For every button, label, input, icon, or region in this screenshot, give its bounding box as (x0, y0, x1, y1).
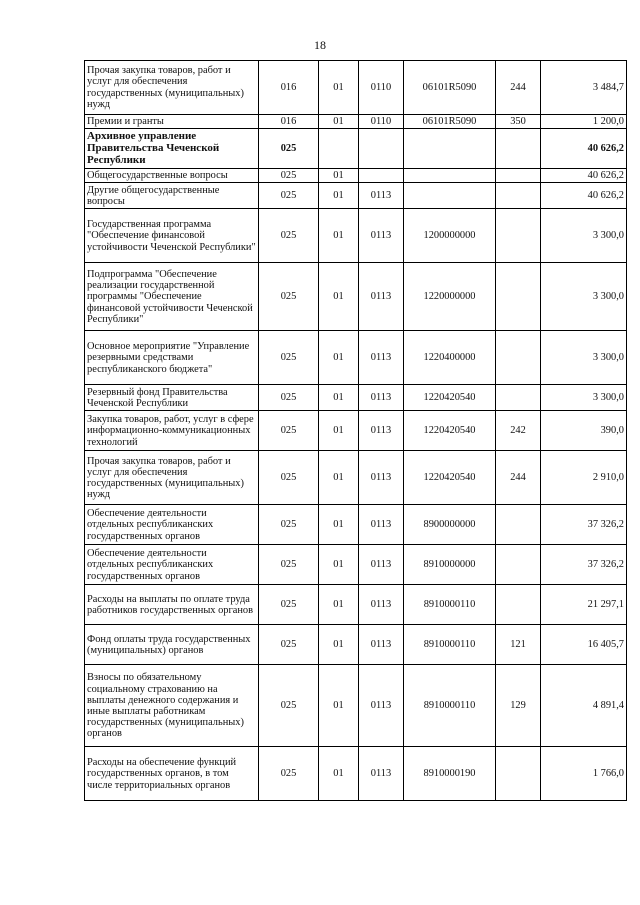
row-expense-type: 129 (496, 665, 541, 747)
row-section-code: 01 (319, 505, 359, 545)
row-amount: 1 766,0 (541, 747, 627, 801)
row-name: Основное мероприятие "Управление резервными средствами республиканского бюджета" (85, 331, 259, 385)
row-subsection-code: 0113 (359, 183, 404, 209)
row-section-code: 01 (319, 169, 359, 183)
row-ministry-code: 025 (259, 747, 319, 801)
row-name: Закупка товаров, работ, услуг в сфере информационно-коммуникационных технологий (85, 411, 259, 451)
row-expense-type: 242 (496, 411, 541, 451)
row-target-article: 1220400000 (404, 331, 496, 385)
row-subsection-code: 0113 (359, 263, 404, 331)
row-expense-type (496, 385, 541, 411)
row-ministry-code: 025 (259, 585, 319, 625)
row-ministry-code: 025 (259, 385, 319, 411)
row-name: Архивное управление Правительства Чеченской Республики (85, 129, 259, 169)
table-row (85, 169, 627, 183)
row-subsection-code: 0113 (359, 665, 404, 747)
row-target-article: 1220000000 (404, 263, 496, 331)
row-section-code: 01 (319, 625, 359, 665)
row-name: Подпрограмма "Обеспечение реализации государственной программы "Обеспечение финансовой устойчивости Чеченской Республики" (85, 263, 259, 331)
row-expense-type (496, 169, 541, 183)
row-amount: 3 300,0 (541, 209, 627, 263)
row-target-article: 8900000000 (404, 505, 496, 545)
row-ministry-code: 025 (259, 545, 319, 585)
row-amount: 4 891,4 (541, 665, 627, 747)
row-section-code: 01 (319, 665, 359, 747)
row-name: Обеспечение деятельности отдельных республиканских государственных органов (85, 545, 259, 585)
row-ministry-code: 025 (259, 169, 319, 183)
table-row (85, 505, 627, 545)
row-ministry-code: 025 (259, 625, 319, 665)
row-name: Расходы на выплаты по оплате труда работников государственных органов (85, 585, 259, 625)
row-target-article (404, 183, 496, 209)
row-amount: 1 200,0 (541, 115, 627, 129)
row-expense-type (496, 209, 541, 263)
row-expense-type (496, 545, 541, 585)
row-section-code: 01 (319, 451, 359, 505)
row-amount: 3 484,7 (541, 61, 627, 115)
row-section-code: 01 (319, 411, 359, 451)
row-amount: 3 300,0 (541, 263, 627, 331)
table-row (85, 747, 627, 801)
row-amount: 2 910,0 (541, 451, 627, 505)
table-row (85, 625, 627, 665)
row-ministry-code: 025 (259, 505, 319, 545)
row-subsection-code: 0113 (359, 331, 404, 385)
row-subsection-code: 0113 (359, 451, 404, 505)
row-name: Прочая закупка товаров, работ и услуг для обеспечения государственных (муниципальных) нужд (85, 61, 259, 115)
row-subsection-code: 0110 (359, 115, 404, 129)
row-name: Другие общегосударственные вопросы (85, 183, 259, 209)
row-amount: 37 326,2 (541, 545, 627, 585)
row-target-article: 1220420540 (404, 451, 496, 505)
table-row (85, 115, 627, 129)
row-target-article: 1200000000 (404, 209, 496, 263)
table-row (85, 183, 627, 209)
row-ministry-code: 016 (259, 61, 319, 115)
table-row (85, 331, 627, 385)
row-ministry-code: 025 (259, 209, 319, 263)
row-subsection-code (359, 129, 404, 169)
row-expense-type (496, 585, 541, 625)
row-subsection-code: 0110 (359, 61, 404, 115)
row-target-article: 8910000110 (404, 585, 496, 625)
row-subsection-code: 0113 (359, 385, 404, 411)
table-row (85, 545, 627, 585)
row-expense-type: 244 (496, 61, 541, 115)
row-ministry-code: 025 (259, 129, 319, 169)
table-row (85, 665, 627, 747)
row-subsection-code: 0113 (359, 209, 404, 263)
row-target-article: 8910000110 (404, 665, 496, 747)
row-section-code: 01 (319, 115, 359, 129)
row-ministry-code: 025 (259, 411, 319, 451)
row-target-article: 1220420540 (404, 385, 496, 411)
table-row (85, 451, 627, 505)
row-subsection-code: 0113 (359, 585, 404, 625)
row-expense-type (496, 129, 541, 169)
row-name: Взносы по обязательному социальному страхованию на выплаты денежного содержания и иные выплаты работникам государственных (муниципальных) органов (85, 665, 259, 747)
table-row (85, 411, 627, 451)
row-target-article (404, 169, 496, 183)
row-name: Резервный фонд Правительства Чеченской Республики (85, 385, 259, 411)
row-amount: 37 326,2 (541, 505, 627, 545)
row-subsection-code: 0113 (359, 505, 404, 545)
row-amount: 40 626,2 (541, 183, 627, 209)
row-amount: 16 405,7 (541, 625, 627, 665)
row-name: Общегосударственные вопросы (85, 169, 259, 183)
row-target-article: 1220420540 (404, 411, 496, 451)
row-amount: 390,0 (541, 411, 627, 451)
row-expense-type: 244 (496, 451, 541, 505)
row-section-code: 01 (319, 183, 359, 209)
row-amount: 21 297,1 (541, 585, 627, 625)
table-row (85, 385, 627, 411)
row-ministry-code: 016 (259, 115, 319, 129)
row-target-article: 8910000000 (404, 545, 496, 585)
row-subsection-code (359, 169, 404, 183)
table-row (85, 263, 627, 331)
row-expense-type (496, 505, 541, 545)
table-row (85, 129, 627, 169)
row-expense-type: 121 (496, 625, 541, 665)
row-subsection-code: 0113 (359, 411, 404, 451)
row-section-code: 01 (319, 263, 359, 331)
row-subsection-code: 0113 (359, 545, 404, 585)
row-subsection-code: 0113 (359, 625, 404, 665)
row-amount: 3 300,0 (541, 385, 627, 411)
row-name: Фонд оплаты труда государственных (муниципальных) органов (85, 625, 259, 665)
row-name: Премии и гранты (85, 115, 259, 129)
row-section-code: 01 (319, 585, 359, 625)
row-section-code: 01 (319, 545, 359, 585)
row-section-code (319, 129, 359, 169)
row-ministry-code: 025 (259, 331, 319, 385)
row-ministry-code: 025 (259, 263, 319, 331)
row-amount: 40 626,2 (541, 169, 627, 183)
row-target-article (404, 129, 496, 169)
table-row (85, 61, 627, 115)
row-section-code: 01 (319, 747, 359, 801)
row-section-code: 01 (319, 209, 359, 263)
row-ministry-code: 025 (259, 183, 319, 209)
table-row (85, 209, 627, 263)
row-expense-type (496, 183, 541, 209)
budget-table (84, 60, 627, 801)
row-amount: 3 300,0 (541, 331, 627, 385)
row-expense-type: 350 (496, 115, 541, 129)
row-name: Государственная программа "Обеспечение финансовой устойчивости Чеченской Республики" (85, 209, 259, 263)
row-name: Прочая закупка товаров, работ и услуг для обеспечения государственных (муниципальных) нужд (85, 451, 259, 505)
table-row (85, 585, 627, 625)
row-target-article: 06101R5090 (404, 115, 496, 129)
row-amount: 40 626,2 (541, 129, 627, 169)
row-section-code: 01 (319, 385, 359, 411)
page-number: 18 (314, 38, 326, 52)
row-expense-type (496, 331, 541, 385)
row-expense-type (496, 263, 541, 331)
row-target-article: 8910000190 (404, 747, 496, 801)
row-expense-type (496, 747, 541, 801)
row-section-code: 01 (319, 331, 359, 385)
row-ministry-code: 025 (259, 665, 319, 747)
row-target-article: 8910000110 (404, 625, 496, 665)
row-target-article: 06101R5090 (404, 61, 496, 115)
row-name: Обеспечение деятельности отдельных республиканских государственных органов (85, 505, 259, 545)
row-name: Расходы на обеспечение функций государственных органов, в том числе территориальных органов (85, 747, 259, 801)
row-subsection-code: 0113 (359, 747, 404, 801)
row-section-code: 01 (319, 61, 359, 115)
row-ministry-code: 025 (259, 451, 319, 505)
